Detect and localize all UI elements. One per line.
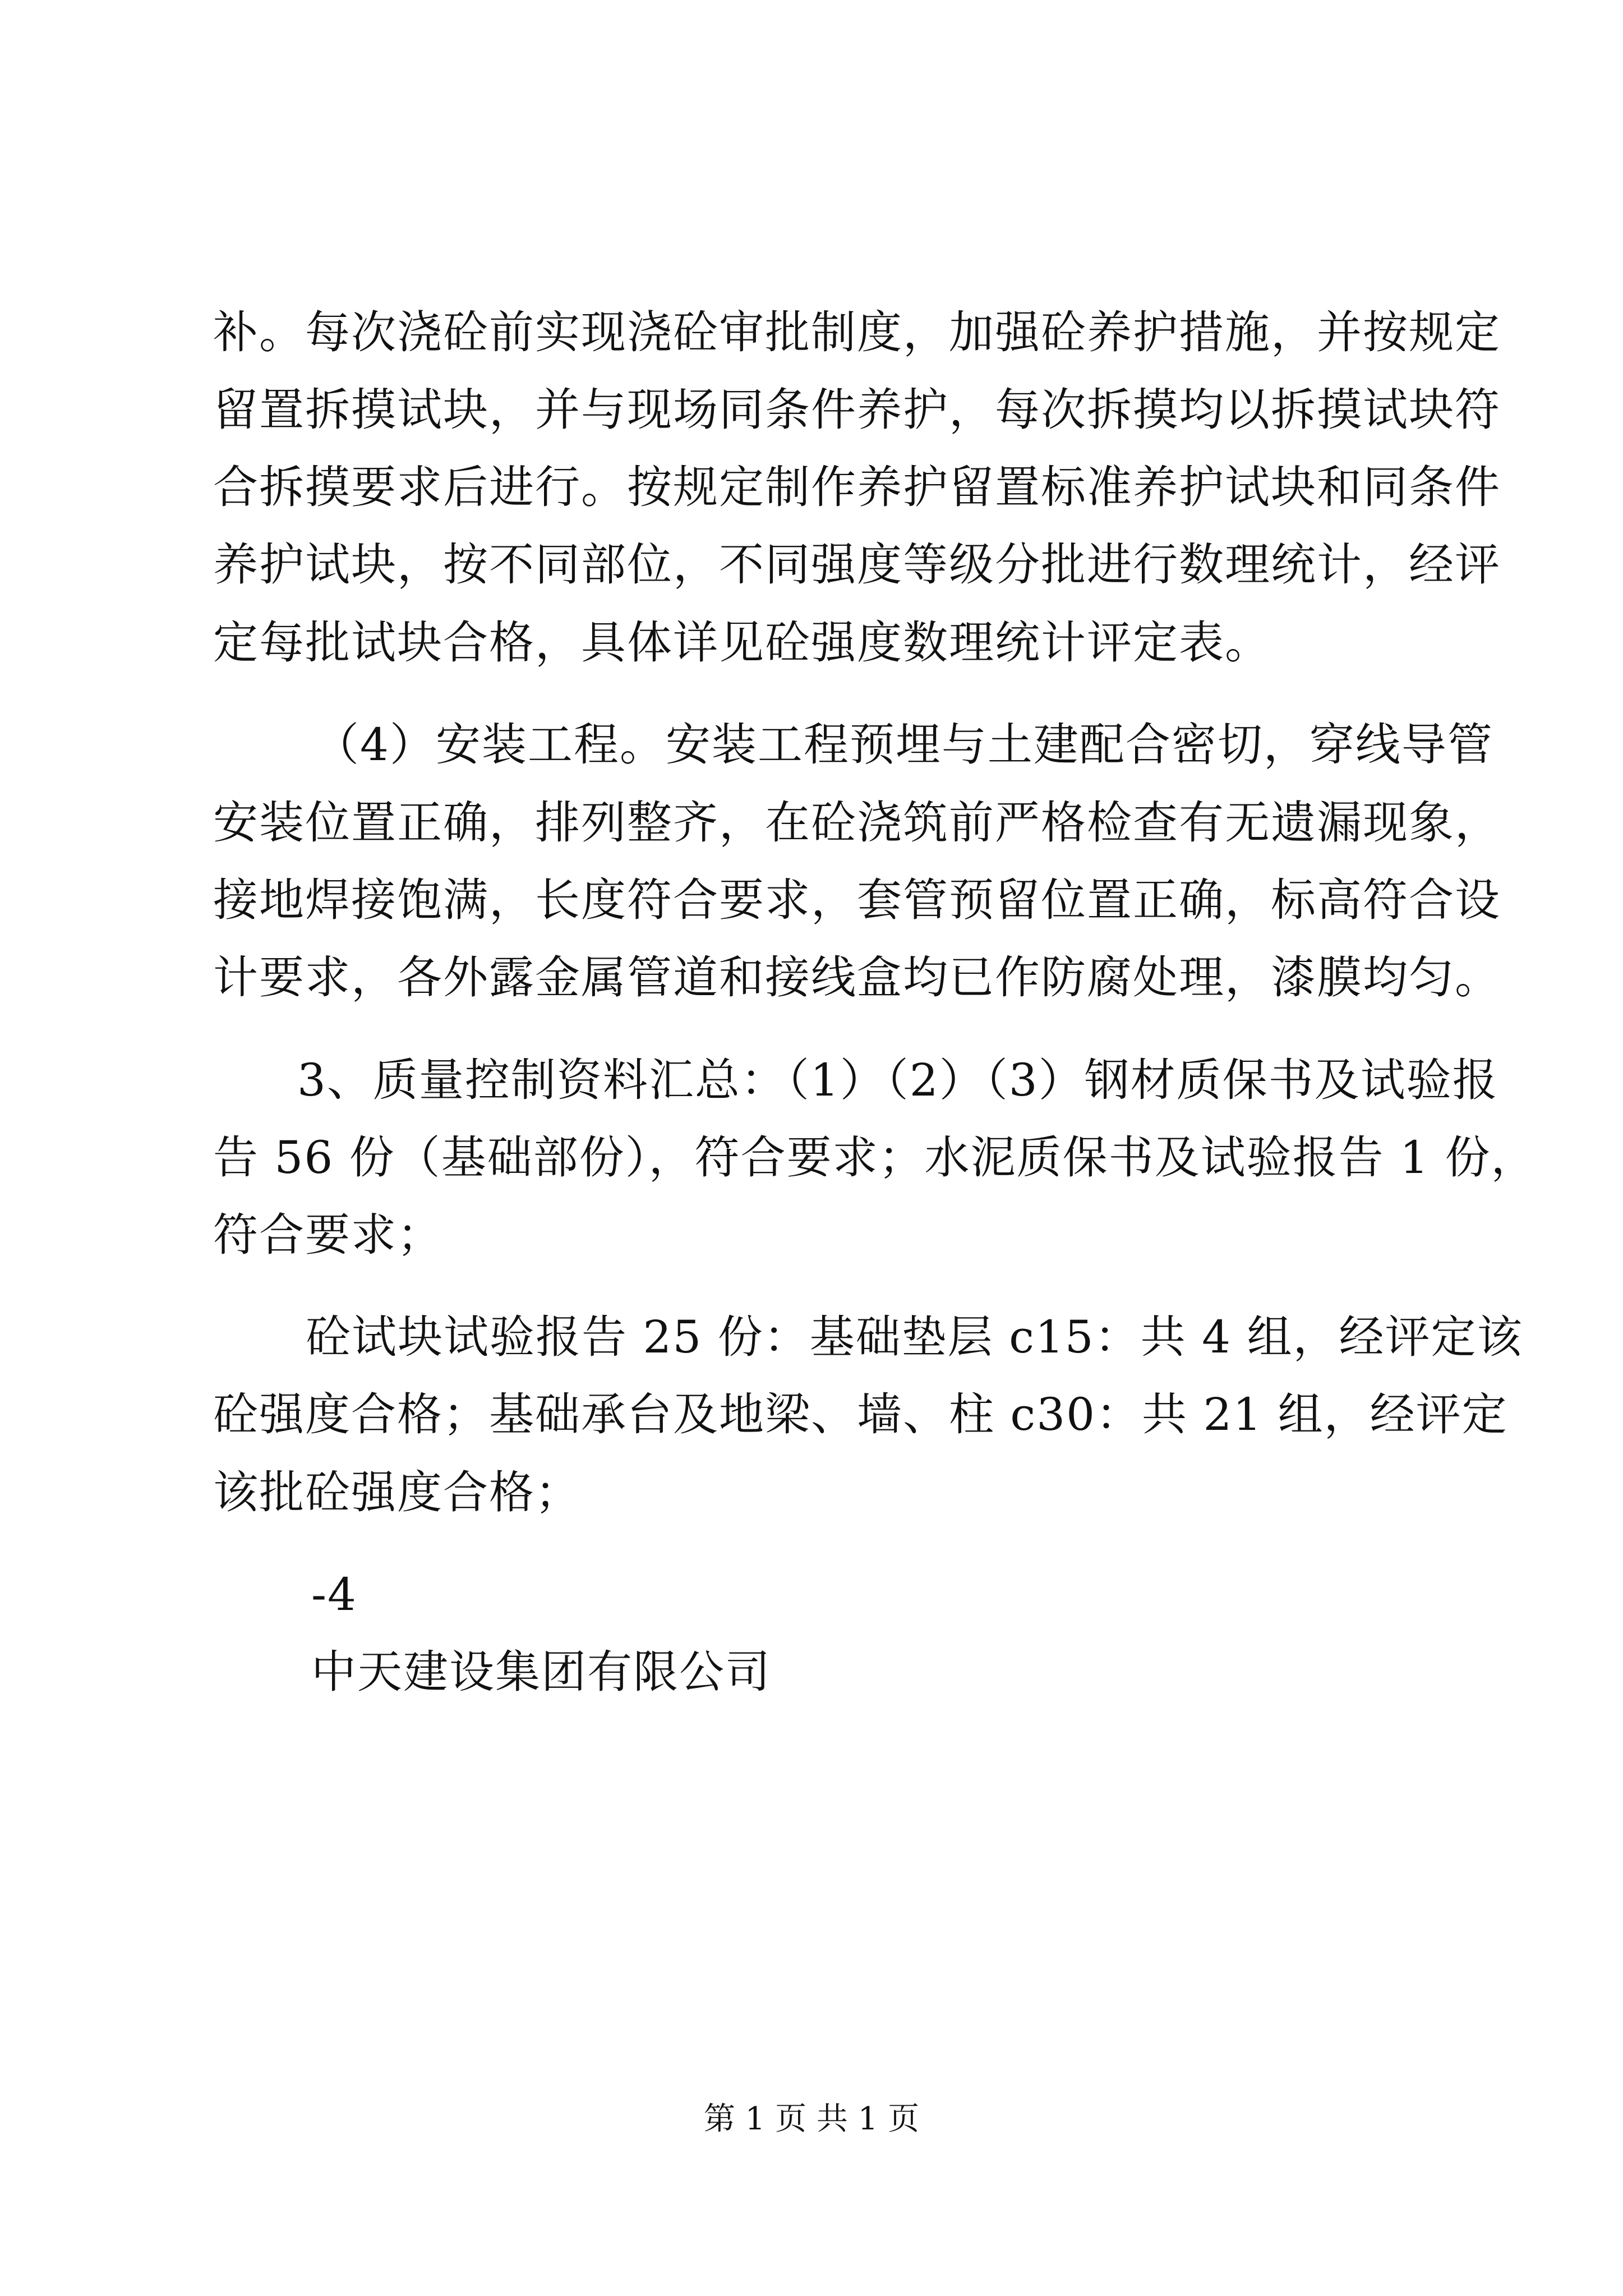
text-line-5: 定每批试块合格，具体详见砼强度数理统计评定表。 <box>213 616 1271 669</box>
text-line-10: 3、质量控制资料汇总：（1）（2）（3）钢材质保书及试验报 <box>297 1054 1498 1106</box>
text-line-3: 合拆摸要求后进行。按规定制作养护留置标准养护试块和同条件 <box>213 461 1501 513</box>
text-line-1: 补。每次浇砼前实现浇砼审批制度，加强砼养护措施，并按规定 <box>213 306 1501 358</box>
text-line-6: （4）安装工程。安装工程预埋与土建配合密切，穿线导管 <box>314 719 1493 771</box>
company-name: 中天建设集团有限公司 <box>311 1646 771 1698</box>
text-line-8: 接地焊接饱满，长度符合要求，套管预留位置正确，标高符合设 <box>213 874 1501 926</box>
page-footer: 第 1 页 共 1 页 <box>703 2101 920 2137</box>
page-marker: -4 <box>311 1568 357 1621</box>
text-line-11: 告 56 份（基础部份），符合要求；水泥质保书及试验报告 1 份， <box>213 1131 1537 1184</box>
text-line-2: 留置拆摸试块，并与现场同条件养护，每次拆摸均以拆摸试块符 <box>213 384 1501 436</box>
text-line-15: 该批砼强度合格； <box>213 1466 581 1519</box>
text-line-12: 符合要求； <box>213 1209 443 1261</box>
text-line-4: 养护试块，按不同部位，不同强度等级分批进行数理统计，经评 <box>213 539 1501 591</box>
text-line-14: 砼强度合格；基础承台及地梁、墙、柱 c30：共 21 组，经评定 <box>213 1388 1508 1441</box>
text-line-13: 砼试块试验报告 25 份：基础垫层 c15：共 4 组，经评定该 <box>306 1311 1523 1363</box>
text-line-9: 计要求，各外露金属管道和接线盒均已作防腐处理，漆膜均匀。 <box>213 951 1501 1004</box>
text-line-7: 安装位置正确，排列整齐，在砼浇筑前严格检查有无遗漏现象， <box>213 797 1501 849</box>
